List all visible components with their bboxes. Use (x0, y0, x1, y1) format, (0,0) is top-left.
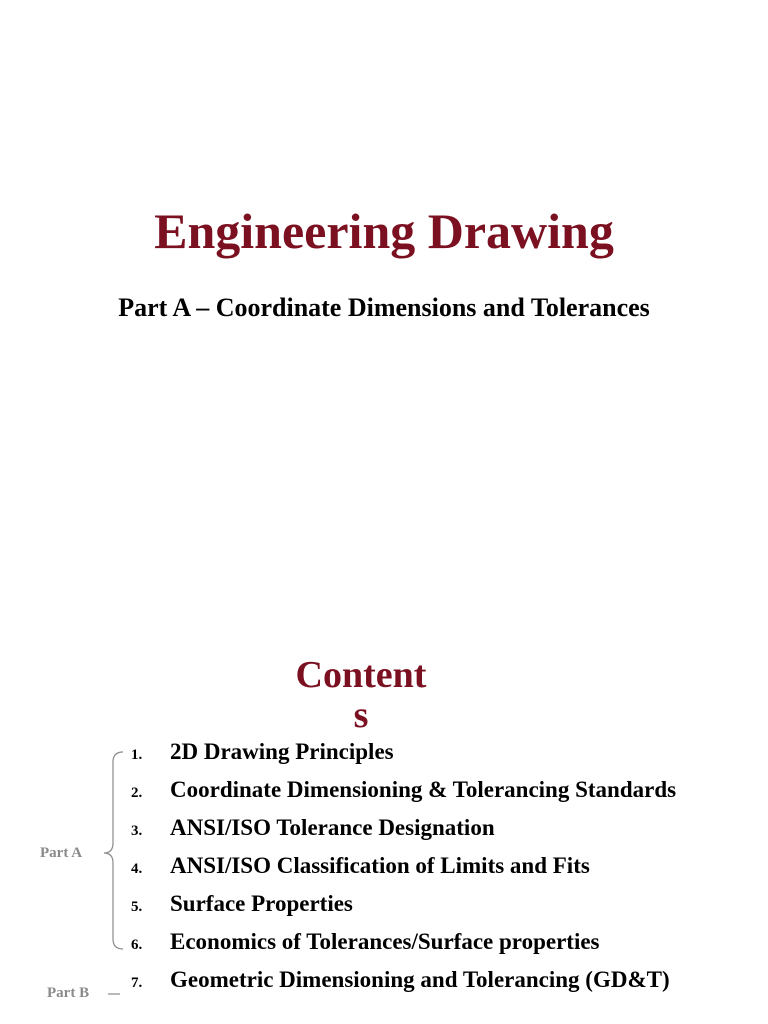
list-item-number: 6. (131, 937, 143, 953)
list-item (131, 847, 751, 885)
list-item-label: 2D Drawing Principles (170, 739, 394, 764)
list-item-number: 1. (131, 747, 143, 763)
curly-brace-icon (104, 752, 123, 949)
list-item-label: Geometric Dimensioning and Tolerancing (GD&T) (170, 967, 670, 992)
list-item (131, 885, 751, 923)
part-b-label: Part B (47, 985, 90, 1001)
list-item-number: 2. (131, 785, 143, 801)
list-item-number: 7. (131, 975, 143, 991)
list-item-label: ANSI/ISO Classification of Limits and Fits (170, 853, 590, 878)
contents-heading: Contents (295, 654, 427, 736)
list-item (131, 923, 751, 961)
list-item (131, 771, 751, 809)
list-item (131, 809, 751, 847)
list-item-number: 4. (131, 861, 143, 877)
list-item-label: Economics of Tolerances/Surface properties (170, 929, 600, 954)
list-item-number: 5. (131, 899, 143, 915)
list-item (131, 733, 751, 771)
contents-list (131, 733, 751, 999)
page-title: Engineering Drawing (154, 203, 614, 259)
page-subtitle: Part A – Coordinate Dimensions and Tolerances (118, 293, 650, 322)
list-item (131, 961, 751, 999)
list-item-label: Coordinate Dimensioning & Tolerancing Standards (170, 777, 677, 802)
part-a-label: Part A (40, 845, 83, 861)
list-item-label: ANSI/ISO Tolerance Designation (170, 815, 495, 840)
list-item-label: Surface Properties (170, 891, 353, 916)
list-item-number: 3. (131, 823, 143, 839)
